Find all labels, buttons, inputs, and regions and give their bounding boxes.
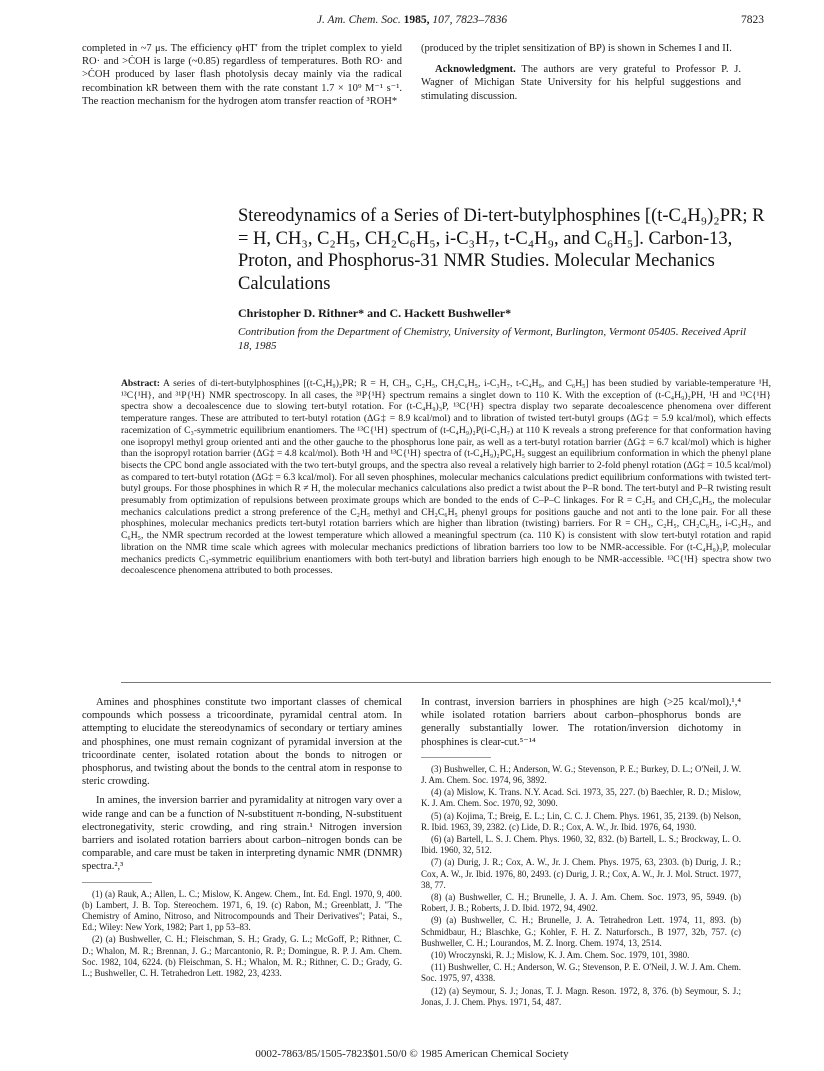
footnotes-left: [82, 889, 402, 980]
acknowledgment: [421, 63, 741, 103]
journal-name: J. Am. Chem. Soc.: [316, 14, 401, 26]
abstract-text: A series of di-tert-butylphosphines [(t-C₄H₉)₂PR; R = H, CH₃, C₂H₅, CH₂C₆H₅, i-C₃H₇, t-C₄H₉, and C₆H₅] has been studied by variable-temperature ¹H, ¹³C{¹H}, and ³¹P{¹H} NMR spectroscopy. In all cases, the ³¹P{¹H} spectrum remains a singlet down to 110 K. With the exception of (t-C₄H₉)₂PH, ¹H and ¹³C{¹H} spectra show a decoalescence due to slowing tert-butyl rotation. For (t-C₄H₉)₃P, ¹³C{¹H} spectra display two separate decoalescence phenomena over different temperature ranges. These are attributed to tert-butyl rotation (ΔG‡ = 8.9 kcal/mol) and to libration of twisted tert-butyl groups (ΔG‡ = 5.9 kcal/mol), which effects racemization of C₃-symmetric equilibrium enantiomers. The ¹³C{¹H} spectrum of (t-C₄H₉)₂P(i-C₃H₇) at 110 K reveals a strong preference for that conformation having one isopropyl methyl group oriented anti and the other gauche to the phosphorus lone pair, as well as a tert-butyl rotation barrier (ΔG‡ = 6.7 kcal/mol) which is higher than the isopropyl rotation barrier (ΔG‡ = 4.8 kcal/mol). Both ¹H and ¹³C{¹H} spectra of (t-C₄H₉)₂PC₆H₅ suggest an equilibrium conformation in which the phenyl plane bisects the CPC bond angle associated with the two tert-butyl groups, and the spectra also reveal a relatively high barrier to 2-fold phenyl rotation (ΔG‡ = 10.5 kcal/mol) as compared to tert-butyl rotation (ΔG‡ = 6.3 kcal/mol). For all seven phosphines, molecular mechanics calculations predict equilibrium conformations with twisted tert-butyl groups. For those phosphines in which R ≠ H, the molecular mechanics calculations also predict a twist about the P–R bond. The tert-butyl and P–R twisting result presumably from optimization of repulsions between proximate groups which are bonded to the ends of C–P–C linkages. For R = C₂H₅ and CH₂C₆H₅, the molecular mechanics calculations predict a strong preference of the C₂H₅ methyl and CH₂C₆H₅ phenyl groups for positions gauche and not anti to the lone pair. For all these phosphines, molecular mechanics predicts tert-butyl rotation barriers which are higher than libration (twisting) barriers. For R = CH₃, C₂H₅, CH₂C₆H₅, i-C₃H₇, and C₆H₅, the NMR spectrum recorded at the lowest temperature which allowed a meaningful spectrum (ca. 110 K) is consistent with slow tert-butyl rotation and rapid libration on the NMR time scale which agrees with molecular mechanics predictions of libration barriers too low to be NMR-accessible. For (t-C₄H₉)₃P, molecular mechanics predicts C₃-symmetric equilibrium enantiomers with both tert-butyl and libration barriers high enough to be NMR-accessible. ¹³C{¹H} spectra show two decoalescence phenomena attributed to both processes.: [121, 378, 771, 577]
abstract-label: Abstract:: [121, 378, 160, 389]
abstract: [121, 378, 771, 577]
previous-article-right-column: [421, 42, 741, 109]
footnote: (8) (a) Bushweller, C. H.; Brunelle, J. A. J. Am. Chem. Soc. 1973, 95, 5949. (b) Robert, J. B.; Roberts, J. D. Ibid. 1972, 94, 4902.: [421, 892, 741, 914]
footnote-divider: [82, 882, 152, 883]
article-title: Stereodynamics of a Series of Di-tert-butylphosphines [(t-C₄H₉)₂PR; R = H, CH₃, C₂H₅, CH₂C₆H₅, i-C₃H₇, t-C₄H₉, and C₆H₅]. Carbon-13, Proton, and Phosphorus-31 NMR Studies. Molecular Mechanics Calculations: [238, 206, 765, 294]
article-authors: Christopher D. Rithner* and C. Hackett Bushweller*: [238, 306, 512, 320]
body-left-column: [82, 696, 402, 980]
footnote: (2) (a) Bushweller, C. H.; Fleischman, S. H.; Grady, G. L.; McGoff, P.; Rithner, C. D.; Whalon, M. R.; Brennan, J. G.; Marcantonio, R. P.; Domingue, R. P. J. Am. Chem. Soc. 1982, 104, 6224. (b) Fleischman, S. H.; Whalon, M. R.; Rithner, C. D.; Grady, G. L.; Bushweller, C. H. Tetrahedron Lett. 1982, 23, 4233.: [82, 934, 402, 979]
previous-article-text-continued: (produced by the triplet sensitization of BP) is shown in Schemes I and II.: [421, 43, 732, 54]
acknowledgment-heading: Acknowledgment.: [435, 64, 516, 76]
footnote: (7) (a) Durig, J. R.; Cox, A. W., Jr. J. Chem. Phys. 1975, 63, 2303. (b) Durig, J. R.; Cox, A. W., Jr. Ibid. 1976, 80, 2493. (c) Durig, J. R.; Cox, A. W., Jr. J. Mol. Struct. 1977, 38, 77.: [421, 857, 741, 890]
journal-volume-pages: 107, 7823–7836: [432, 14, 508, 26]
footnote: (1) (a) Rauk, A.; Allen, L. C.; Mislow, K. Angew. Chem., Int. Ed. Engl. 1970, 9, 400. (b) Lambert, J. B. Top. Stereochem. 1971, 6, 19. (c) Rabon, M.; Greenblatt, J. "The Chemistry of Amino, Nitroso, and Nitrocompounds and Their Derivatives"; Patai, S., Ed.; Wiley: New York, 1982; Part 1, pp 53–83.: [82, 888, 402, 933]
footnote-divider: [421, 757, 491, 758]
abstract-divider: [121, 682, 771, 683]
footnotes-right: [421, 764, 741, 1008]
footnote: (9) (a) Bushweller, C. H.; Brunelle, J. A. Tetrahedron Lett. 1974, 11, 893. (b) Schmidbaur, H.; Blaschke, G.; Kohler, F. H. Z. Naturforsch., B 1977, 32b, 757. (c) Bushweller, C. H.; Lourandos, M. Z. Inorg. Chem. 1974, 13, 2514.: [421, 915, 741, 948]
copyright-footer: 0002-7863/85/1505-7823$01.50/0 © 1985 American Chemical Society: [255, 1048, 569, 1060]
footnote: (12) (a) Seymour, S. J.; Jonas, T. J. Magn. Reson. 1972, 8, 376. (b) Seymour, S. J.; Jonas, J. J. Chem. Phys. 1971, 54, 487.: [421, 985, 741, 1007]
body-paragraph: Amines and phosphines constitute two important classes of chemical compounds which possess a tricoordinate, pyramidal central atom. In attempting to elucidate the stereodynamics of secondary or tertiary amines and phosphines, one must remain cognizant of pyramidal inversion at the tricoordinate center, isolated rotation about the bonds to nitrogen or phosphorus, and twisting about the bonds to the central atom in response to steric crowding.: [82, 697, 402, 788]
running-header: [0, 14, 824, 26]
body-right-column: [421, 696, 741, 1009]
previous-article-text: completed in ~7 μs. The efficiency φHT′ from the triplet complex to yield RO· and >ĊOH is large (~0.85) regardless of temperatures. Both RO· and >ĊOH produced by laser flash photolysis decay mainly via the radical recombination kR between them with the rate constant 1.7 × 10⁹ M⁻¹ s⁻¹. The reaction mechanism for the hydrogen atom transfer reaction of ³ROH*: [82, 43, 402, 107]
footnote: (10) Wroczynski, R. J.; Mislow, K. J. Am. Chem. Soc. 1979, 101, 3980.: [431, 950, 690, 961]
footnote: (4) (a) Mislow, K. Trans. N.Y. Acad. Sci. 1973, 35, 227. (b) Baechler, R. D.; Mislow, K. J. Am. Chem. Soc. 1970, 92, 3090.: [421, 787, 741, 809]
journal-year: 1985,: [403, 14, 430, 26]
page-number: 7823: [741, 14, 764, 26]
body-paragraph: In amines, the inversion barrier and pyramidality at nitrogen vary over a wide range and can be a function of N-substituent π-bonding, N-substituent electronegativity, steric crowding, and ring strain.¹ Nitrogen inversion barriers and isolated rotation barriers about carbon–nitrogen bonds can be comparable, and care must be taken in interpreting dynamic NMR (DNMR) spectra.²,³: [82, 795, 402, 873]
footnote: (5) (a) Kojima, T.; Breig, E. L.; Lin, C. C. J. Chem. Phys. 1961, 35, 2139. (b) Nelson, R. Ibid. 1963, 39, 2382. (c) Lide, D. R.; Cox, A. W., Jr. Ibid. 1976, 64, 1930.: [421, 810, 741, 832]
acknowledgment-text: The authors are very grateful to Professor P. J. Wagner of Michigan State University for his helpful suggestions and stimulating discussion.: [421, 64, 741, 102]
footnote: (11) Bushweller, C. H.; Anderson, W. G.; Stevenson, P. E. O'Neil, J. W. J. Am. Chem. Soc. 1975, 97, 4338.: [421, 962, 741, 984]
footnote: (3) Bushweller, C. H.; Anderson, W. G.; Stevenson, P. E.; Burkey, D. L.; O'Neil, J. W. J. Am. Chem. Soc. 1974, 96, 3892.: [421, 763, 741, 786]
article-affiliation: Contribution from the Department of Chemistry, University of Vermont, Burlington, Vermont 05405. Received April 18, 1985: [238, 326, 747, 352]
previous-article-left-column: [82, 42, 402, 114]
footnote: (6) (a) Bartell, L. S. J. Chem. Phys. 1960, 32, 832. (b) Bartell, L. S.; Brockway, L. O. Ibid. 1960, 32, 512.: [421, 834, 741, 856]
body-paragraph: In contrast, inversion barriers in phosphines are high (>25 kcal/mol),¹,⁴ while isolated rotation barriers about carbon–phosphorus bonds are generally substantially lower. The rotation/inversion dichotomy in phosphines is clear-cut.⁵⁻¹⁴: [421, 697, 741, 748]
